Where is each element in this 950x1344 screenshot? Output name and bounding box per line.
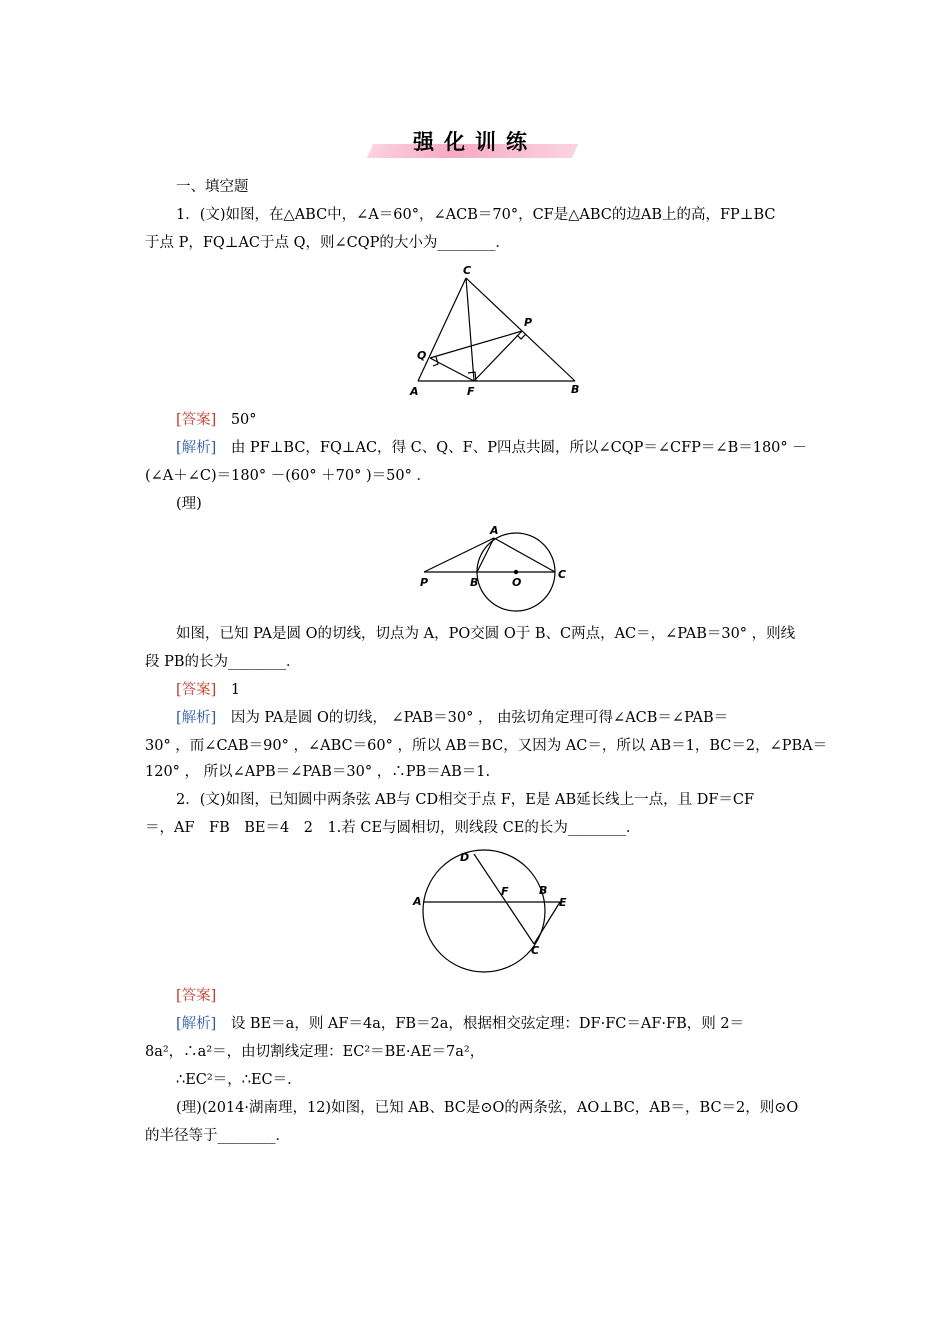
section-heading: 一、填空题	[176, 179, 249, 195]
question-1b-line-2: 段 PB的长为________．	[145, 654, 301, 670]
analysis-2-line-2: 8a²，∴a²＝，由切割线定理：EC²＝BE·AE＝7a²，	[145, 1044, 485, 1060]
analysis-1-line-1	[176, 438, 807, 458]
answer-1b	[176, 680, 240, 700]
analysis-1b-line-3: 120° ， 所以∠APB＝∠PAB＝30° ，∴PB＝AB＝1.	[145, 764, 491, 780]
analysis-1b-line-2: 30° ，而∠CAB＝90° ，∠ABC＝60° ，所以 AB＝BC，又因为 AC＝，所以 AB＝1，BC＝2，∠PBA＝	[145, 738, 828, 754]
fig3-label-D: D	[460, 851, 470, 864]
fig1-label-C: C	[463, 264, 472, 277]
fig1-label-P: P	[524, 316, 533, 329]
analysis-2-line-1	[176, 1014, 744, 1034]
figure-2-circle-tangent	[410, 522, 580, 612]
analysis-tag: [解析]	[176, 1016, 217, 1032]
fig1-label-Q: Q	[417, 349, 427, 362]
fig2-label-C: C	[558, 568, 567, 581]
answer-2	[176, 986, 216, 1006]
question-1-line-2: 于点 P，FQ⊥AC于点 Q，则∠CQP的大小为________．	[145, 235, 510, 251]
fig1-label-B: B	[571, 383, 580, 396]
answer-tag: [答案]	[176, 682, 217, 698]
fig2-label-B: B	[470, 576, 479, 589]
fig3-label-A: A	[413, 895, 422, 908]
question-1b-line-1: 如图，已知 PA是圆 O的切线，切点为 A，PO交圆 O于 B、C两点，AC＝，∠PAB＝30° ，则线	[176, 626, 796, 642]
figure-1-triangle	[400, 262, 590, 402]
title-banner	[370, 126, 580, 166]
analysis-1b-line-1	[176, 708, 728, 728]
fig1-label-A: A	[410, 385, 419, 398]
fig2-label-P: P	[420, 576, 429, 589]
analysis-1-text-1: 由 PF⊥BC，FQ⊥AC，得 C、Q、F、P四点共圆，所以∠CQP＝∠CFP＝∠B＝180° －	[230, 440, 807, 456]
question-2-line-2: ＝，AF FB BE＝4 2 1.若 CE与圆相切，则线段 CE的长为________．	[145, 820, 641, 836]
fig2-label-A: A	[490, 524, 499, 537]
page-title: 强化训练	[413, 130, 537, 154]
analysis-2-text-1: 设 BE＝a，则 AF＝4a，FB＝2a，根据相交弦定理：DF·FC＝AF·FB，则 2＝	[230, 1016, 745, 1032]
analysis-tag: [解析]	[176, 710, 217, 726]
question-1-line-1: 1．(文)如图，在△ABC中，∠A＝60°，∠ACB＝70°，CF是△ABC的边AB上的高，FP⊥BC	[176, 207, 776, 223]
fig1-label-F: F	[467, 385, 475, 398]
answer-1	[176, 410, 257, 430]
figure-3-intersecting-chords	[405, 842, 580, 977]
question-2-line-1: 2．(文)如图，已知圆中两条弦 AB与 CD相交于点 F，E是 AB延长线上一点，且 DF＝CF	[176, 792, 755, 808]
fig3-label-C: C	[531, 944, 540, 957]
analysis-2-line-3: ∴EC²＝，∴EC＝.	[176, 1072, 292, 1088]
question-2b-line-2: 的半径等于________．	[145, 1128, 290, 1144]
fig2-label-O: O	[512, 576, 522, 589]
fig3-label-E: E	[559, 896, 567, 909]
fig3-label-B: B	[539, 884, 548, 897]
answer-tag: [答案]	[176, 988, 217, 1004]
fig3-label-F: F	[501, 885, 509, 898]
analysis-1b-text-1: 因为 PA是圆 O的切线， ∠PAB＝30° ， 由弦切角定理可得∠ACB＝∠PAB＝	[230, 710, 729, 726]
question-2b-line-1: (理)(2014·湖南理，12)如图，已知 AB、BC是⊙O的两条弦，AO⊥BC，AB＝，BC＝2，则⊙O	[176, 1100, 799, 1116]
answer-1-value: 50°	[230, 412, 257, 428]
analysis-tag: [解析]	[176, 440, 217, 456]
answer-1b-value: 1	[230, 682, 241, 698]
answer-tag: [答案]	[176, 412, 217, 428]
analysis-1-line-2: (∠A＋∠C)＝180° －(60° ＋70° )＝50° ．	[145, 468, 431, 484]
science-label-1: (理)	[176, 496, 202, 512]
